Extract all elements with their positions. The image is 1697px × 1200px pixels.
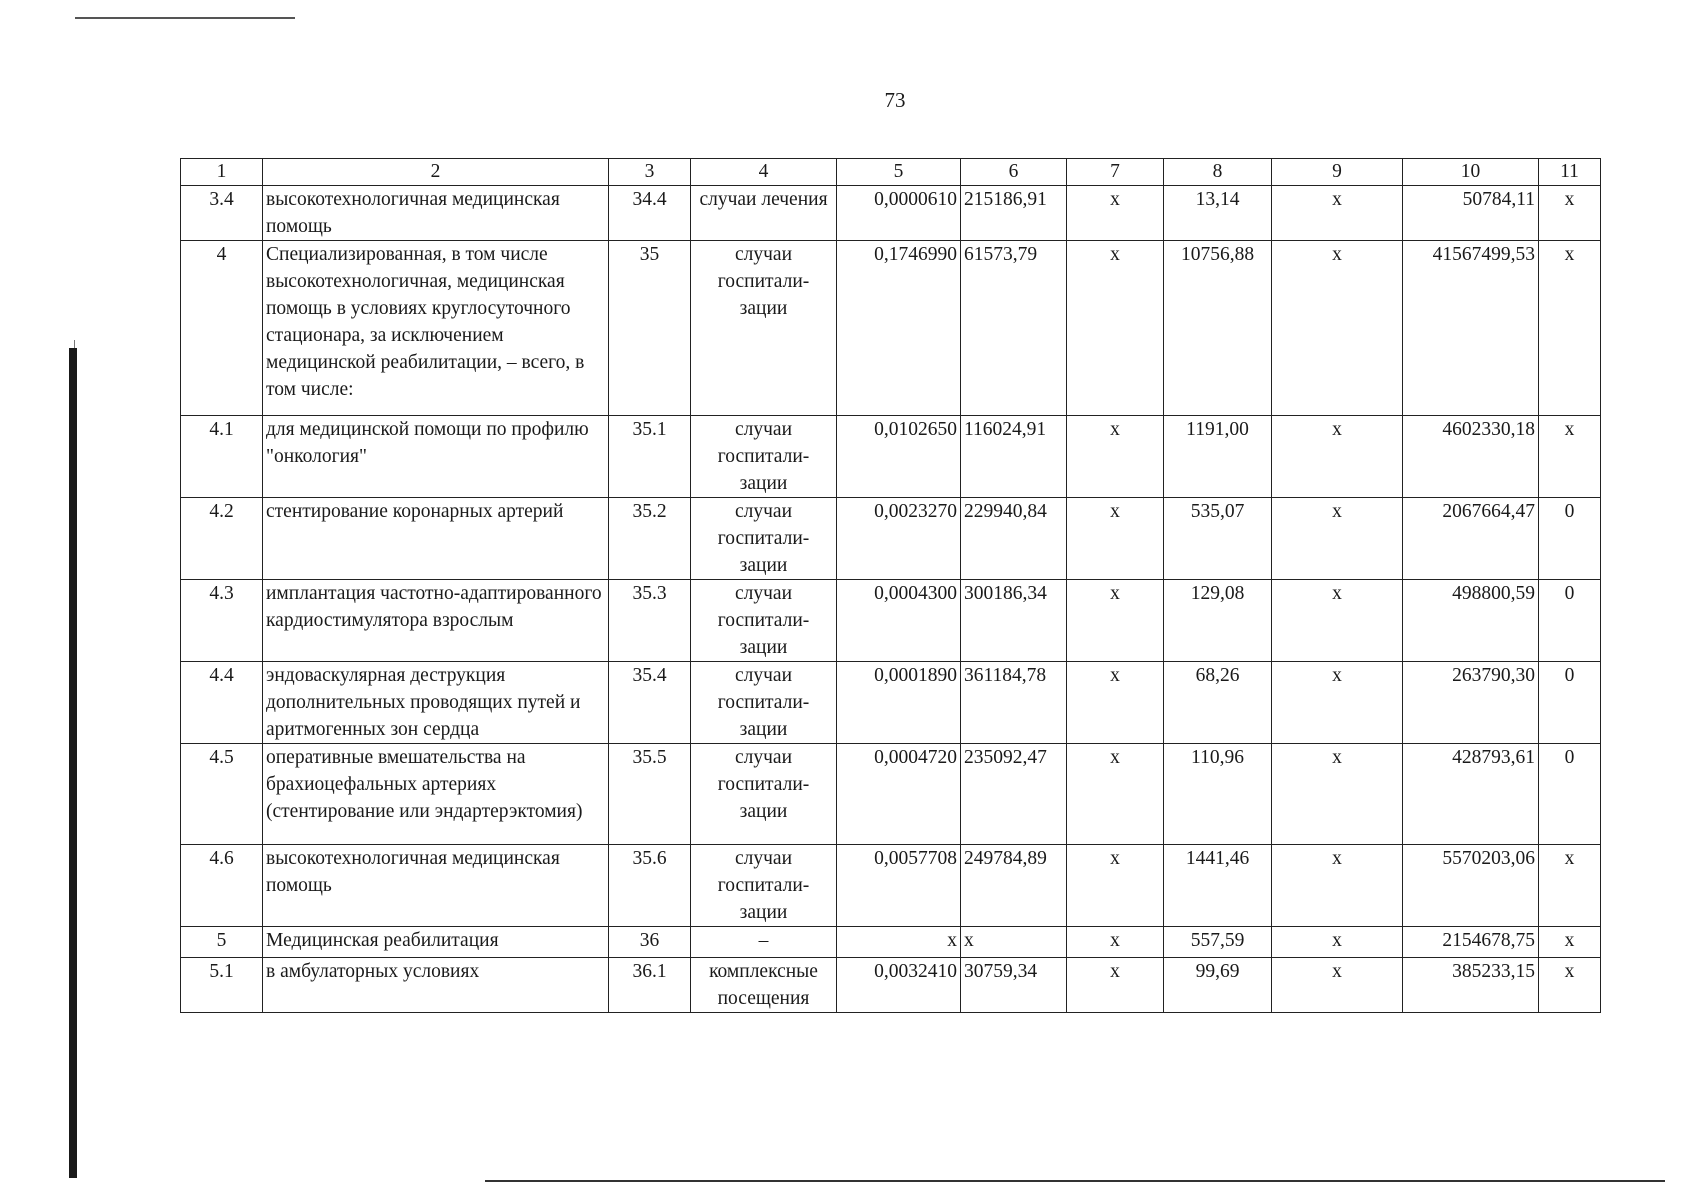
table-cell-col-4: случаи госпитали-зации	[691, 241, 837, 416]
table-cell-col-7: x	[1067, 662, 1164, 744]
table-cell-col-10: 4602330,18	[1403, 416, 1539, 498]
table-cell-col-10: 50784,11	[1403, 186, 1539, 241]
table-cell-col-6: 300186,34	[961, 580, 1067, 662]
column-header: 1	[181, 159, 263, 186]
table-row	[181, 498, 1601, 580]
table-cell-col-6: 116024,91	[961, 416, 1067, 498]
table-row	[181, 186, 1601, 241]
table-cell-col-9: x	[1272, 927, 1403, 958]
table-cell-col-9: x	[1272, 580, 1403, 662]
table-cell-col-5: 0,0004300	[837, 580, 961, 662]
table-cell-col-9: x	[1272, 958, 1403, 1013]
column-header: 6	[961, 159, 1067, 186]
table-cell-col-6: 361184,78	[961, 662, 1067, 744]
table-cell-col-10: 263790,30	[1403, 662, 1539, 744]
column-header: 11	[1539, 159, 1601, 186]
column-header: 9	[1272, 159, 1403, 186]
table-cell-col-4: комплексные посещения	[691, 958, 837, 1013]
table-cell-col-2: оперативные вмешательства на брахиоцефальных артериях (стентирование или эндартерэктомия)	[263, 744, 609, 845]
table-cell-col-1: 5.1	[181, 958, 263, 1013]
table-cell-col-10: 428793,61	[1403, 744, 1539, 845]
table-cell-col-8: 110,96	[1164, 744, 1272, 845]
table-cell-col-1: 4.5	[181, 744, 263, 845]
bottom-rule	[485, 1180, 1665, 1182]
table-row	[181, 845, 1601, 927]
data-table	[180, 158, 1601, 1013]
table-cell-col-7: x	[1067, 241, 1164, 416]
table-cell-col-9: x	[1272, 744, 1403, 845]
table-cell-col-4: случаи госпитали-зации	[691, 845, 837, 927]
column-header: 10	[1403, 159, 1539, 186]
table-cell-col-10: 5570203,06	[1403, 845, 1539, 927]
page-number: 73	[884, 88, 906, 112]
table-cell-col-5: 0,0023270	[837, 498, 961, 580]
table-cell-col-5: 0,0000610	[837, 186, 961, 241]
table-cell-col-7: x	[1067, 416, 1164, 498]
table-cell-col-1: 4.4	[181, 662, 263, 744]
column-header: 4	[691, 159, 837, 186]
table-cell-col-5: 0,0057708	[837, 845, 961, 927]
table-cell-col-4: –	[691, 927, 837, 958]
table-cell-col-6: 235092,47	[961, 744, 1067, 845]
column-header: 8	[1164, 159, 1272, 186]
table-cell-col-11: x	[1539, 416, 1601, 498]
table-cell-col-3: 35.3	[609, 580, 691, 662]
table-cell-col-1: 3.4	[181, 186, 263, 241]
table-cell-col-10: 2067664,47	[1403, 498, 1539, 580]
table-cell-col-5: 0,0102650	[837, 416, 961, 498]
table-cell-col-6: x	[961, 927, 1067, 958]
table-cell-col-2: для медицинской помощи по профилю "онкология"	[263, 416, 609, 498]
table-cell-col-6: 61573,79	[961, 241, 1067, 416]
table-cell-col-2: Специализированная, в том числе высокотехнологичная, медицинская помощь в условиях круглосуточного стационара, за исключением медицинской реабилитации, – всего, в том числе:	[263, 241, 609, 416]
table-cell-col-3: 35	[609, 241, 691, 416]
table-cell-col-11: 0	[1539, 662, 1601, 744]
table-cell-col-6: 229940,84	[961, 498, 1067, 580]
table-cell-col-10: 2154678,75	[1403, 927, 1539, 958]
table-cell-col-10: 41567499,53	[1403, 241, 1539, 416]
table-cell-col-11: 0	[1539, 580, 1601, 662]
table-cell-col-4: случаи госпитали-зации	[691, 744, 837, 845]
table-cell-col-1: 4.1	[181, 416, 263, 498]
table-cell-col-7: x	[1067, 186, 1164, 241]
table-cell-col-11: 0	[1539, 744, 1601, 845]
table-cell-col-11: x	[1539, 958, 1601, 1013]
column-header: 5	[837, 159, 961, 186]
table-cell-col-7: x	[1067, 958, 1164, 1013]
table-cell-col-3: 35.1	[609, 416, 691, 498]
table-cell-col-9: x	[1272, 662, 1403, 744]
table-cell-col-9: x	[1272, 845, 1403, 927]
table-cell-col-3: 35.5	[609, 744, 691, 845]
table-cell-col-9: x	[1272, 186, 1403, 241]
table-cell-col-11: x	[1539, 186, 1601, 241]
table-row	[181, 241, 1601, 416]
table-cell-col-2: стентирование коронарных артерий	[263, 498, 609, 580]
table-cell-col-9: x	[1272, 498, 1403, 580]
table-cell-col-4: случаи госпитали-зации	[691, 662, 837, 744]
table-cell-col-7: x	[1067, 580, 1164, 662]
table-cell-col-5: 0,0004720	[837, 744, 961, 845]
table-cell-col-5: 0,0001890	[837, 662, 961, 744]
table-cell-col-3: 35.6	[609, 845, 691, 927]
table-row	[181, 662, 1601, 744]
table-row	[181, 416, 1601, 498]
table-cell-col-8: 1441,46	[1164, 845, 1272, 927]
table-cell-col-4: случаи лечения	[691, 186, 837, 241]
column-header: 3	[609, 159, 691, 186]
table-cell-col-8: 129,08	[1164, 580, 1272, 662]
table-cell-col-6: 215186,91	[961, 186, 1067, 241]
table-cell-col-5: 0,1746990	[837, 241, 961, 416]
table-cell-col-8: 99,69	[1164, 958, 1272, 1013]
table-cell-col-11: 0	[1539, 498, 1601, 580]
table-cell-col-2: Медицинская реабилитация	[263, 927, 609, 958]
table-row	[181, 744, 1601, 845]
table-cell-col-5: x	[837, 927, 961, 958]
table-row	[181, 927, 1601, 958]
table-cell-col-3: 34.4	[609, 186, 691, 241]
table-cell-col-2: эндоваскулярная деструкция дополнительных проводящих путей и аритмогенных зон сердца	[263, 662, 609, 744]
table-cell-col-7: x	[1067, 927, 1164, 958]
table-cell-col-2: в амбулаторных условиях	[263, 958, 609, 1013]
table-cell-col-1: 5	[181, 927, 263, 958]
header-row	[181, 159, 1601, 186]
table-cell-col-7: x	[1067, 845, 1164, 927]
table-cell-col-3: 35.4	[609, 662, 691, 744]
table-cell-col-7: x	[1067, 744, 1164, 845]
top-rule	[75, 17, 295, 19]
table-cell-col-11: x	[1539, 927, 1601, 958]
table-cell-col-8: 13,14	[1164, 186, 1272, 241]
table-cell-col-1: 4.6	[181, 845, 263, 927]
table-cell-col-8: 535,07	[1164, 498, 1272, 580]
table-cell-col-1: 4.3	[181, 580, 263, 662]
table-cell-col-8: 10756,88	[1164, 241, 1272, 416]
table-cell-col-6: 30759,34	[961, 958, 1067, 1013]
table-cell-col-8: 557,59	[1164, 927, 1272, 958]
table-row	[181, 958, 1601, 1013]
table-cell-col-4: случаи госпитали-зации	[691, 580, 837, 662]
table-cell-col-9: x	[1272, 241, 1403, 416]
table-cell-col-2: имплантация частотно-адаптированного кардиостимулятора взрослым	[263, 580, 609, 662]
table-cell-col-9: x	[1272, 416, 1403, 498]
table-cell-col-5: 0,0032410	[837, 958, 961, 1013]
table-row	[181, 580, 1601, 662]
table-cell-col-2: высокотехнологичная медицинская помощь	[263, 845, 609, 927]
table-cell-col-11: x	[1539, 241, 1601, 416]
table-cell-col-8: 68,26	[1164, 662, 1272, 744]
table-cell-col-2: высокотехнологичная медицинская помощь	[263, 186, 609, 241]
table-cell-col-10: 498800,59	[1403, 580, 1539, 662]
table-cell-col-3: 35.2	[609, 498, 691, 580]
table-cell-col-11: x	[1539, 845, 1601, 927]
column-header: 2	[263, 159, 609, 186]
table-cell-col-3: 36.1	[609, 958, 691, 1013]
table-cell-col-3: 36	[609, 927, 691, 958]
binding-edge	[69, 348, 77, 1178]
table-cell-col-1: 4	[181, 241, 263, 416]
table-cell-col-7: x	[1067, 498, 1164, 580]
table-cell-col-10: 385233,15	[1403, 958, 1539, 1013]
table-cell-col-4: случаи госпитали-зации	[691, 498, 837, 580]
table-cell-col-8: 1191,00	[1164, 416, 1272, 498]
column-header: 7	[1067, 159, 1164, 186]
table-cell-col-4: случаи госпитали-зации	[691, 416, 837, 498]
table-cell-col-6: 249784,89	[961, 845, 1067, 927]
table-cell-col-1: 4.2	[181, 498, 263, 580]
